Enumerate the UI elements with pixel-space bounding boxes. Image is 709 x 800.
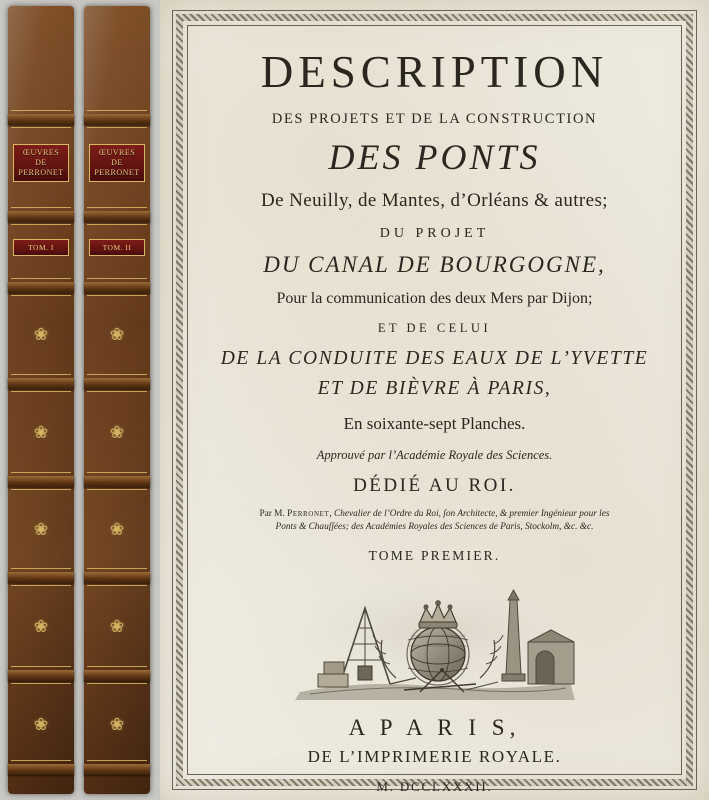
spine-title-label-volume-2: ŒUVRES DE PERRONET (89, 144, 145, 182)
gilt-ornament-icon: ❀ (109, 520, 125, 539)
author-credentials: , Chevalier de l’Ordre du Roi, ſon Architecte, & premier Ingénieur pour les (329, 509, 610, 519)
spine-tome-label-volume-2: TOM. II (89, 239, 145, 256)
imprint-press: DE L’IMPRIMERIE ROYALE. (307, 746, 562, 766)
title-communication: Pour la communication des deux Mers par Dijon; (276, 290, 593, 307)
spine-tome-label-volume-1: TOM. I (13, 239, 69, 256)
gilt-ornament-icon: ❀ (109, 715, 125, 734)
title-canal: DU CANAL DE BOURGOGNE, (263, 252, 606, 277)
gilt-ornament-icon: ❀ (33, 423, 49, 442)
title-conduite-line-2: ET DE BIÈVRE À PARIS, (317, 378, 552, 399)
title-page-content (196, 32, 673, 794)
title-subtitle: DES PROJETS ET DE LA CONSTRUCTION (271, 111, 598, 127)
gilt-ornament-icon: ❀ (33, 715, 49, 734)
book-photo (0, 0, 160, 800)
gilt-ornament-icon: ❀ (33, 617, 49, 636)
title-du-projet: DU PROJET (379, 226, 490, 241)
gilt-ornament-icon: ❀ (33, 520, 49, 539)
title-approval: Approuvé par l’Académie Royale des Sciences. (316, 448, 553, 462)
author-credentials-line-2: Ponts & Chauſſées; des Académies Royales des Sciences de Paris, Stockolm, &c. &c. (275, 522, 594, 533)
title-volume: TOME PREMIER. (368, 547, 501, 563)
author-prefix: Par M. (259, 509, 288, 519)
gilt-ornament-icon: ❀ (33, 325, 49, 344)
engraved-vignette (270, 574, 600, 709)
imprint-city: A P A R I S, (348, 714, 521, 740)
page-title: DESCRIPTION (260, 47, 609, 97)
spine-title-label-volume-1: ŒUVRES DE PERRONET (13, 144, 69, 182)
title-page (160, 0, 709, 800)
title-dedication: DÉDIÉ AU ROI. (353, 475, 516, 496)
imprint-year: M. DCCLXXXII. (376, 778, 493, 794)
title-plate-count: En soixante-sept Planches. (343, 414, 526, 433)
author-name: Perronet (287, 509, 330, 519)
title-author-statement (196, 508, 673, 535)
book-spine-volume-2 (84, 6, 150, 794)
title-et-de-celui: ET DE CELUI (377, 321, 492, 335)
title-places: De Neuilly, de Mantes, d’Orléans & autres; (261, 190, 608, 211)
gilt-ornament-icon: ❀ (109, 423, 125, 442)
title-conduite-line-1: DE LA CONDUITE DES EAUX DE L’YVETTE (220, 348, 649, 369)
gilt-ornament-icon: ❀ (109, 325, 125, 344)
book-spine-volume-1 (8, 6, 74, 794)
gilt-ornament-icon: ❀ (109, 617, 125, 636)
title-subject: DES PONTS (328, 137, 541, 177)
